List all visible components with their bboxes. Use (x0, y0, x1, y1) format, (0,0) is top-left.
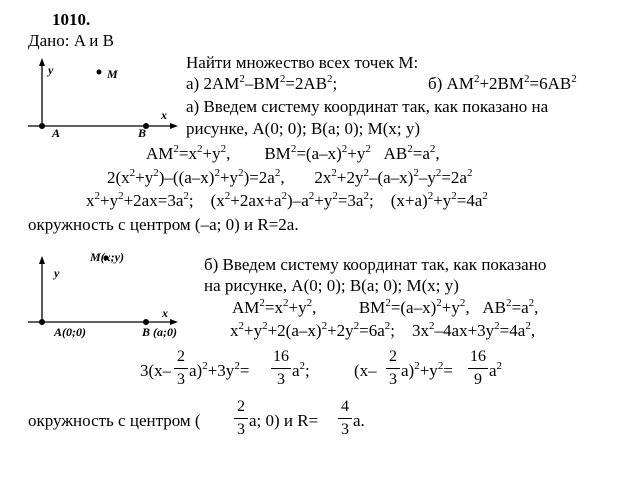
b-equation-1: $AM^2=x^2+y^2$, $BM^2=(a-x)^2+y^2$, $AB^2=a^2$, (232, 297, 539, 317)
fraction-numerator: 2 (237, 398, 245, 415)
fraction-16-3 (271, 348, 291, 389)
part-b-condition: б) $AM^2+2BM^2=6AB^2$ (428, 73, 577, 93)
fig1-point-m (97, 70, 102, 75)
fraction-denominator: 3 (389, 371, 397, 388)
fig2-a-label: A(0;0) (54, 325, 86, 339)
fig1-a-label: A (52, 126, 61, 140)
fraction-16-9 (468, 348, 488, 389)
b-equation-2: $x^2+y^2+2(a-x)^2+2y^2=6a^2$; $3x^2-4ax+3y^2=4a^2$, (230, 320, 536, 340)
fig1-y-arrow (39, 58, 45, 66)
a-equation-1: $AM^2=x^2+y^2$, $BM^2=(a-x)^2+y^2$ $AB^2=a^2$, (146, 143, 440, 163)
fig2-y-arrow (39, 256, 45, 264)
fig2-m-label: M(x;y) (90, 250, 124, 264)
b-result-part1: окружность с центром ( (28, 411, 201, 430)
fraction-4-3 (338, 398, 352, 439)
task-text: Найти множество всех точек M: (186, 53, 419, 72)
fig2-point-a (39, 319, 45, 325)
b-eq3-part4: (x– (354, 361, 377, 380)
fraction-2-3-b (386, 348, 400, 389)
fraction-2-3-a (174, 348, 188, 389)
b-eq3-part1: 3(x– (140, 361, 172, 380)
fraction-denominator: 3 (177, 371, 185, 388)
b-result-part3: a. (353, 411, 365, 430)
fraction-denominator: 3 (237, 421, 245, 438)
given-text: Дано: A и B (28, 31, 114, 50)
a-result: окружность с центром (–a; 0) и R=2a. (28, 215, 299, 234)
a-equation-3: $x^2+y^2+2ax=3a^2$; $(x^2+2ax+a^2)-a^2+y^2=3a^2$; $(x+a)^2+y^2=4a^2$ (86, 190, 488, 210)
b-intro-line1: б) Введем систему координат так, как показано (204, 255, 547, 274)
fig2-x-label: x (162, 306, 168, 320)
fig1-x-label: x (161, 108, 167, 122)
fraction-numerator: 2 (389, 348, 397, 365)
fig1-b-label: B (138, 126, 147, 140)
a-equation-2: $2(x^2+y^2)-((a-x)^2+y^2)=2a^2$, $2x^2+2y^2-(a-x)^2-y^2=2a^2$ (107, 167, 473, 187)
fraction-numerator: 16 (273, 348, 289, 365)
problem-number: 1010. (52, 10, 91, 29)
fig1-point-a (39, 123, 45, 129)
b-result-part2: a; 0) и R= (249, 411, 319, 430)
fig2-y-label: y (54, 266, 60, 280)
fig1-x-arrow (170, 123, 178, 129)
fraction-numerator: 4 (341, 398, 349, 415)
a-intro-line1: а) Введем систему координат так, как показано на (186, 97, 549, 116)
fraction-denominator: 9 (474, 371, 482, 388)
b-intro-line2: на рисунке, A(0; 0); B(a; 0); M(x; y) (204, 276, 459, 295)
b-eq3-part2: $a)^2+3y^2=$ (189, 360, 250, 380)
part-a-condition: а) $2AM^2-BM^2=2AB^2$; (186, 73, 338, 93)
b-eq3-part3: $a^2$; (292, 360, 310, 380)
fraction-denominator: 3 (341, 421, 349, 438)
fraction-2-3-c (234, 398, 248, 439)
a-intro-line2: рисунке, A(0; 0); B(a; 0); M(x; y) (186, 119, 421, 138)
fig2-b-label: B (a;0) (142, 325, 178, 339)
fraction-numerator: 2 (177, 348, 185, 365)
fig1-y-label: y (48, 63, 54, 77)
fig1-m-label: M (107, 67, 118, 81)
fraction-numerator: 16 (470, 348, 486, 365)
fraction-denominator: 3 (277, 371, 285, 388)
b-eq3-part6: $a^2$ (489, 360, 503, 380)
b-eq3-part5: $a)^2+y^2=$ (401, 360, 453, 380)
